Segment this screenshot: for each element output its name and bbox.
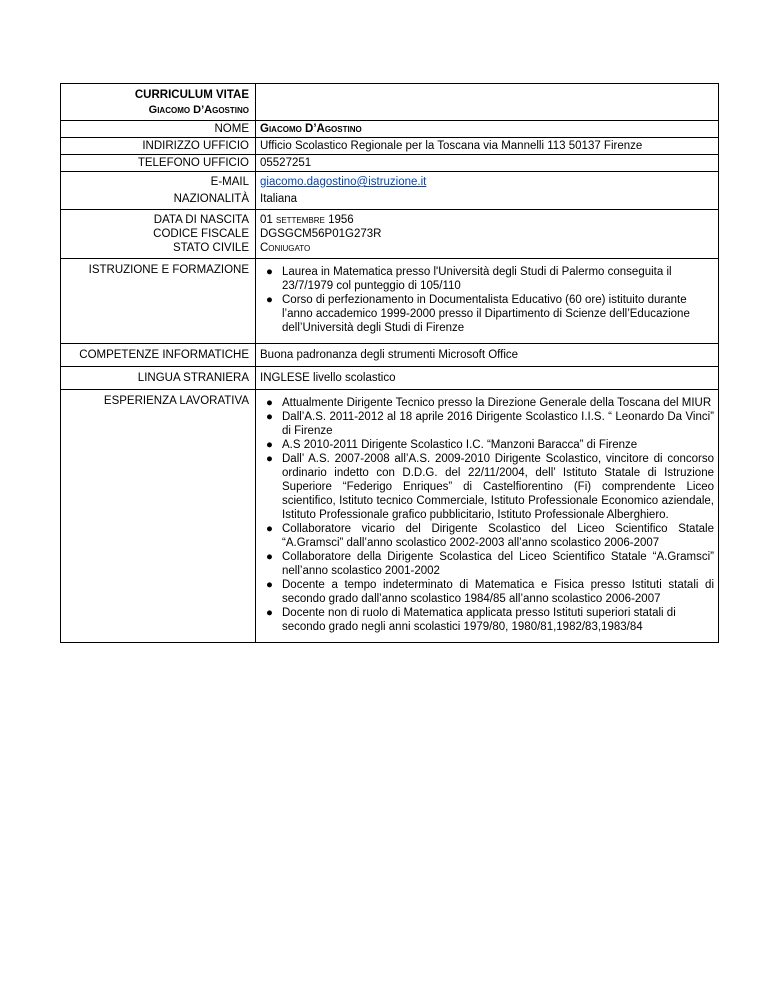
- telefono-label: TELEFONO UFFICIO: [61, 155, 256, 172]
- cv-table: [60, 83, 719, 643]
- row-indirizzo: [61, 138, 719, 155]
- telefono-value: 05527251: [256, 155, 719, 172]
- list-item: ● Dall’ A.S. 2007-2008 all’A.S. 2009-2010 Dirigente Scolastico, vincitore di concorso ordinario indetto con D.D.G. del 22/11/2004, dell’ Istituto Statale di Istruzione Superiore “Federigo Enriques” di Castelfiorentino (Fi) comprendente Liceo scientifico, Istituto tecnico Commerciale, Istituto Professionale Economico aziendale, Istituto Professionale grafico pubblicitario, Istituto Professionale Alberghiero.: [266, 453, 714, 521]
- bullet-icon: ●: [266, 523, 273, 535]
- row-esperienza: [61, 390, 719, 643]
- lingua-value: INGLESE livello scolastico: [256, 367, 719, 390]
- cf-label: CODICE FISCALE: [153, 228, 249, 240]
- bullet-icon: ●: [266, 397, 273, 409]
- istruzione-value: [256, 259, 719, 344]
- list-item: ● Docente non di ruolo di Matematica applicata presso Istituti superiori statali di secondo grado negli anni scolastici 1979/80, 1980/81,1982/83,1983/84: [266, 607, 676, 633]
- bullet-icon: ●: [266, 266, 273, 278]
- bullet-icon: ●: [266, 411, 273, 423]
- bullet-icon: ●: [266, 607, 273, 619]
- bullet-icon: ●: [266, 551, 273, 563]
- indirizzo-label: INDIRIZZO UFFICIO: [61, 138, 256, 155]
- nascita-cf-civile-values: [256, 210, 719, 259]
- row-lingua: [61, 367, 719, 390]
- cv-title: CURRICULUM VITAE: [134, 89, 249, 101]
- indirizzo-value: Ufficio Scolastico Regionale per la Toscana via Mannelli 113 50137 Firenze: [256, 138, 719, 155]
- email-nazionalita-values: [256, 172, 719, 210]
- competenze-label: COMPETENZE INFORMATICHE: [61, 344, 256, 367]
- istruzione-label: ISTRUZIONE E FORMAZIONE: [61, 259, 256, 344]
- bullet-icon: ●: [266, 294, 273, 306]
- list-item: ● Dall’A.S. 2011-2012 al 18 aprile 2016 Dirigente Scolastico I.I.S. “ Leonardo Da Vinci” di Firenze: [266, 411, 714, 437]
- nascita-value: 01 settembre 1956: [260, 214, 354, 226]
- email-label: E-MAIL: [210, 176, 249, 188]
- nome-label: NOME: [61, 121, 256, 138]
- bullet-icon: ●: [266, 439, 273, 451]
- competenze-value: Buona padronanza degli strumenti Microsoft Office: [256, 344, 719, 367]
- nascita-cf-civile-labels: [61, 210, 256, 259]
- civile-value: Coniugato: [260, 242, 311, 254]
- list-item: ● Laurea in Matematica presso l'Università degli Studi di Palermo conseguita il 23/7/1979 col punteggio di 105/110: [266, 266, 672, 292]
- nome-value: Giacomo D’Agostino: [256, 121, 719, 138]
- list-item: ● A.S 2010-2011 Dirigente Scolastico I.C. “Manzoni Baracca” di Firenze: [266, 439, 638, 451]
- email-nazionalita-labels: [61, 172, 256, 210]
- list-item: ● Collaboratore della Dirigente Scolastica del Liceo Scientifico Statale “A.Gramsci” nell’anno scolastico 2001-2002: [266, 551, 714, 577]
- email-link[interactable]: giacomo.dagostino@istruzione.it: [260, 176, 427, 188]
- bullet-icon: ●: [266, 453, 273, 465]
- cf-value: DGSGCM56P01G273R: [260, 228, 382, 240]
- bullet-icon: ●: [266, 579, 273, 591]
- istruzione-list: [260, 265, 714, 335]
- list-item: ● Corso di perfezionamento in Documentalista Educativo (60 ore) istituito durante l’anno accademico 1999-2000 presso il Dipartimento di Scienze dell’Educazione dell’Università degli Studi di Firenze: [266, 294, 690, 334]
- civile-label: STATO CIVILE: [172, 242, 249, 254]
- list-item: ● Attualmente Dirigente Tecnico presso la Direzione Generale della Toscana del MIUR: [266, 397, 712, 409]
- header-cell: [61, 84, 256, 121]
- list-item: ● Docente a tempo indeterminato di Matematica e Fisica presso Istituti statali di secondo grado dall’anno scolastico 1984/85 all’anno scolastico 2006-2007: [266, 579, 714, 605]
- list-item: ● Collaboratore vicario del Dirigente Scolastico del Liceo Scientifico Statale “A.Gramsci” dall’anno scolastico 2002-2003 all’anno scolastico 2006-2007: [266, 523, 714, 549]
- row-nome: [61, 121, 719, 138]
- esperienza-list: [260, 396, 714, 634]
- row-competenze: [61, 344, 719, 367]
- header-empty-cell: [256, 84, 719, 121]
- row-istruzione: [61, 259, 719, 344]
- esperienza-label: ESPERIENZA LAVORATIVA: [61, 390, 256, 643]
- row-telefono: [61, 155, 719, 172]
- cv-owner-name: Giacomo D’Agostino: [148, 104, 249, 116]
- nazionalita-label: NAZIONALITÀ: [173, 193, 249, 205]
- lingua-label: LINGUA STRANIERA: [61, 367, 256, 390]
- header-row: [61, 84, 719, 121]
- row-email-nazionalita: [61, 172, 719, 210]
- row-nascita-cf-civile: [61, 210, 719, 259]
- esperienza-value: [256, 390, 719, 643]
- nazionalita-value: Italiana: [260, 193, 298, 205]
- nascita-label: DATA DI NASCITA: [153, 214, 249, 226]
